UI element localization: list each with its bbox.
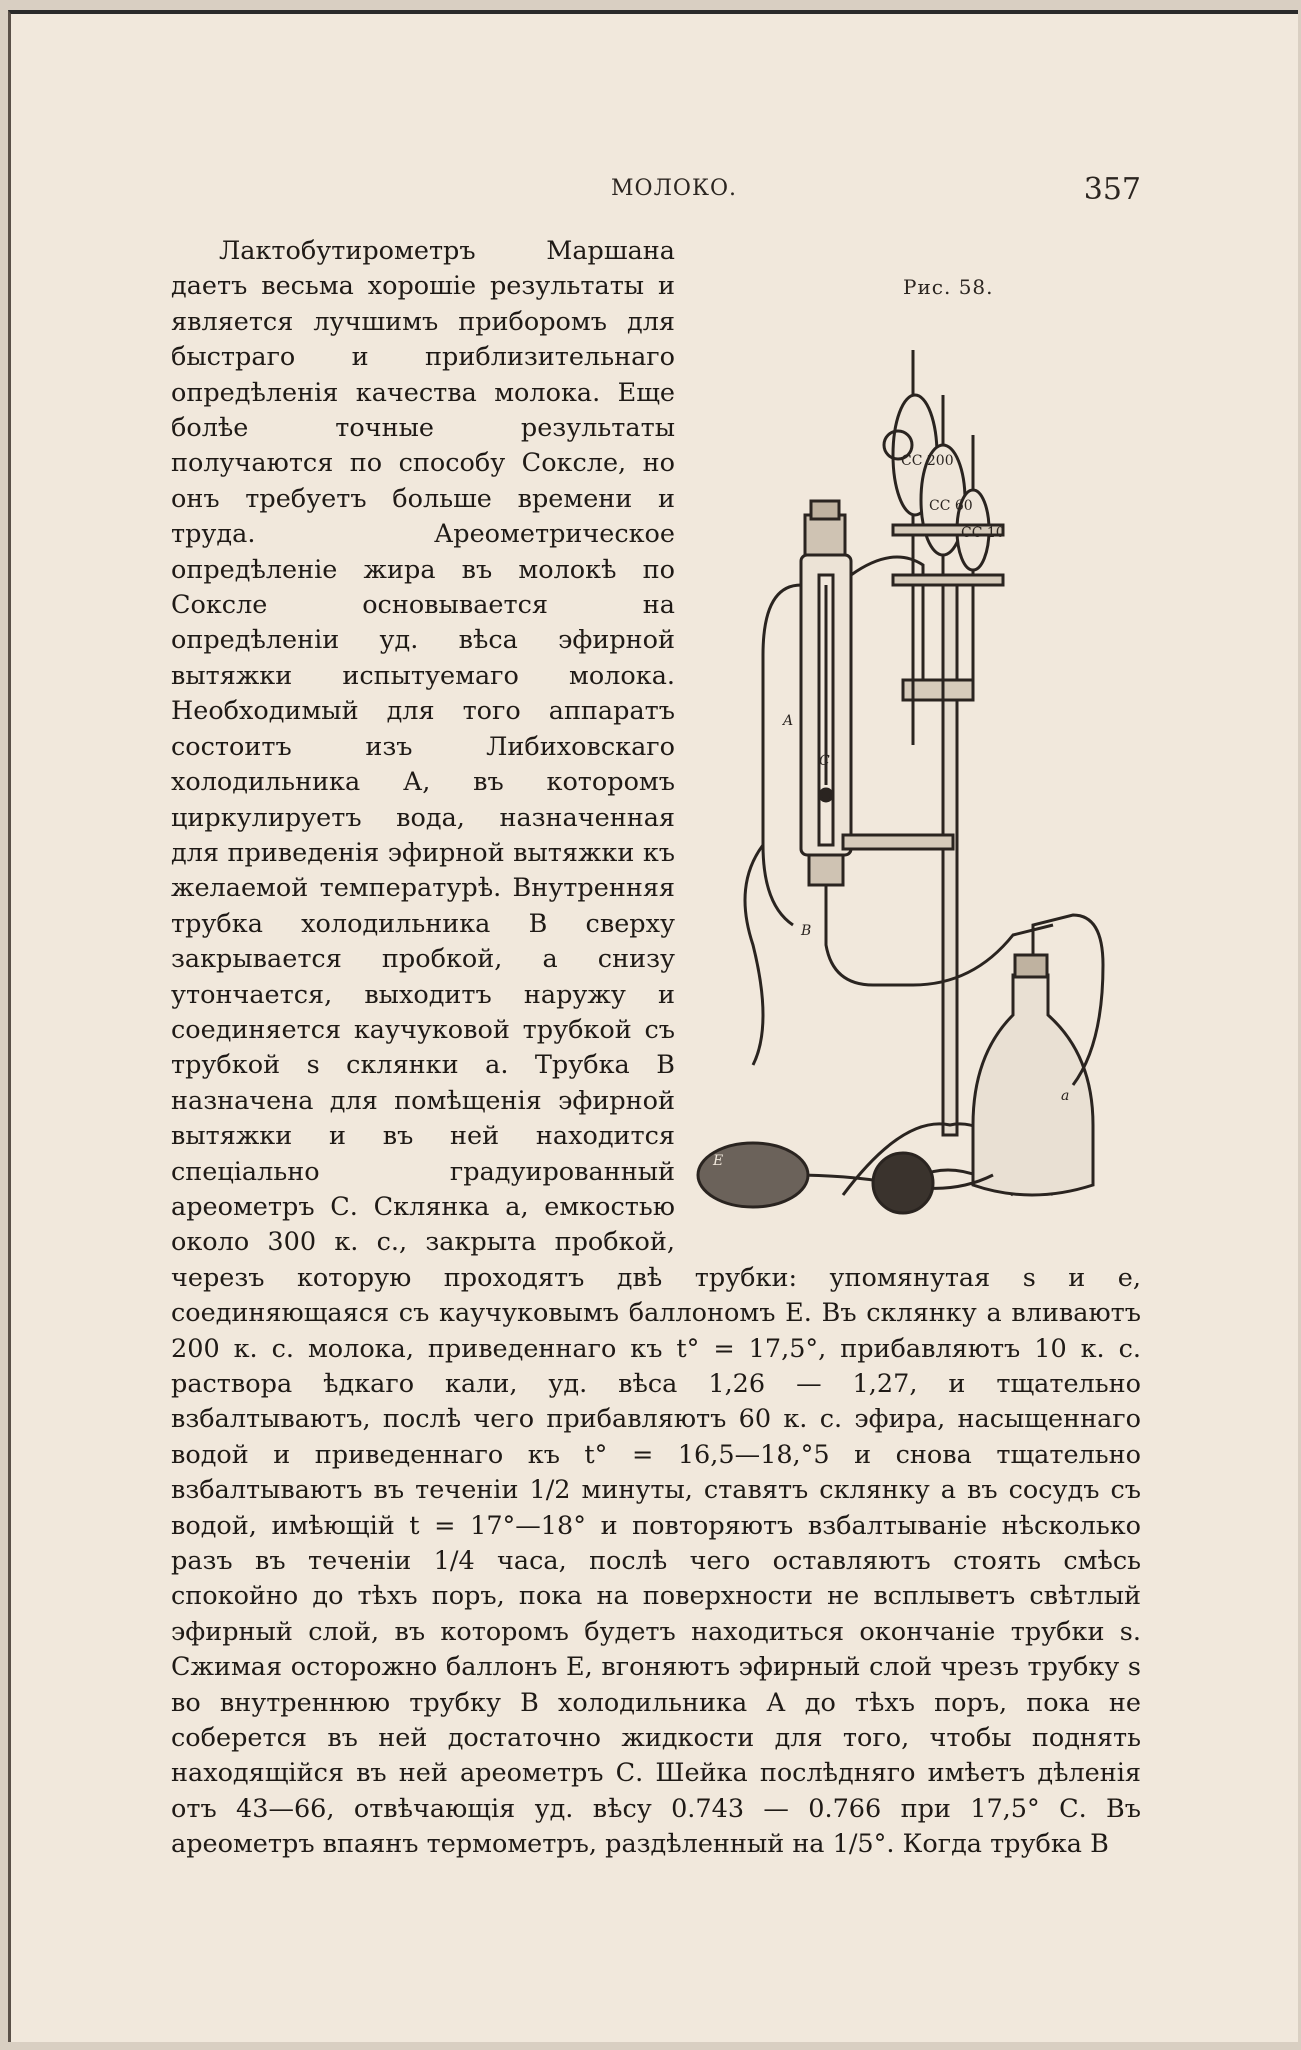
flask-a (973, 975, 1093, 1195)
book-page (8, 10, 1298, 2042)
page-number: 357 (1083, 172, 1141, 207)
label-a: a (1061, 1088, 1070, 1104)
soxhlet-apparatus-illustration (693, 325, 1143, 1225)
running-title: МОЛОКО. (611, 176, 738, 201)
label-A: A (783, 713, 794, 729)
label-cc60: CC 60 (929, 498, 973, 514)
figure-caption: Рис. 58. (903, 275, 994, 299)
label-cc200: CC 200 (901, 453, 954, 469)
label-cc10: CC 10 (961, 525, 1005, 541)
body-paragraph: Лактобутирометръ Маршана даетъ весьма хорошіе результаты и является лучшимъ приборомъ для быстраго и приблизительнаго опредѣленія качества молока. Еще болѣе точные результаты получаются по способу Сокслe, но онъ требуетъ больше времени и труда. Ареометрическое опредѣленіе жира въ молокѣ по Сокслe основывается на опредѣленіи уд. вѣса эфирной вытяжки испытуемаго молока. Необходимый для того аппаратъ состоитъ изъ Либиховскаго холодильника А, въ которомъ циркулируетъ вода, назначенная для приведенія эфирной вытяжки къ желаемой температурѣ. Внутренняя трубка холодильника В сверху закрывается пробкой, а снизу утончается, выходитъ наружу и соединяется каучуковой трубкой съ трубкой s склянки а. Трубка В назначена для помѣщенія эфирной вытяжки и въ ней находится спеціально градуированный ареометръ С. Склянка а, емкостью около 300 к. с., закрыта пробкой, черезъ которую проходятъ двѣ трубки: упомянутая s и е, соединяющаяся съ каучуковымъ баллономъ Е. Въ склянку а вливаютъ 200 к. с. молока, приведеннаго къ t° = 17,5°, прибавляютъ 10 к. с. раствора ѣдкаго кали, уд. вѣса 1,26 — 1,27, и тщательно взбалтываютъ, послѣ чего прибавляютъ 60 к. с. эфира, насыщеннаго водой и приведеннаго къ t° = 16,5—18,°5 и снова тщательно взбалтываютъ въ теченіи 1/2 минуты, ставятъ склянку а въ сосудъ съ водой, имѣющій t = 17°—18° и повторяютъ взбалтываніе нѣсколько разъ въ теченіи 1/4 часа, послѣ чего оставляютъ стоять смѣсь спокойно до тѣхъ поръ, пока на поверхности не всплыветъ свѣтлый эфирный слой, въ которомъ будетъ находиться окончаніе трубки s. Сжимая осторожно баллонъ Е, вгоняютъ эфирный слой чрезъ трубку s во внутреннюю трубку В холодильника А до тѣхъ поръ, пока не соберется въ ней достаточно жидкости для того, чтобы поднять находящійся въ ней ареометръ С. Шейка послѣдняго имѣетъ дѣленія отъ 43—66, отвѣчающія уд. вѣсу 0.743 — 0.766 при 17,5° С. Въ ареометръ впаянъ термометръ, раздѣленный на 1/5°. Когда трубка В (171, 236, 1141, 1860)
label-B: B (801, 923, 812, 939)
figure-58 (693, 230, 1143, 1260)
page-header (171, 172, 1141, 212)
body-text-block (171, 234, 1141, 1863)
label-E: E (713, 1153, 724, 1169)
label-C: C (819, 753, 830, 769)
stand-rod (943, 575, 957, 1135)
condenser-hose-left (763, 585, 801, 925)
